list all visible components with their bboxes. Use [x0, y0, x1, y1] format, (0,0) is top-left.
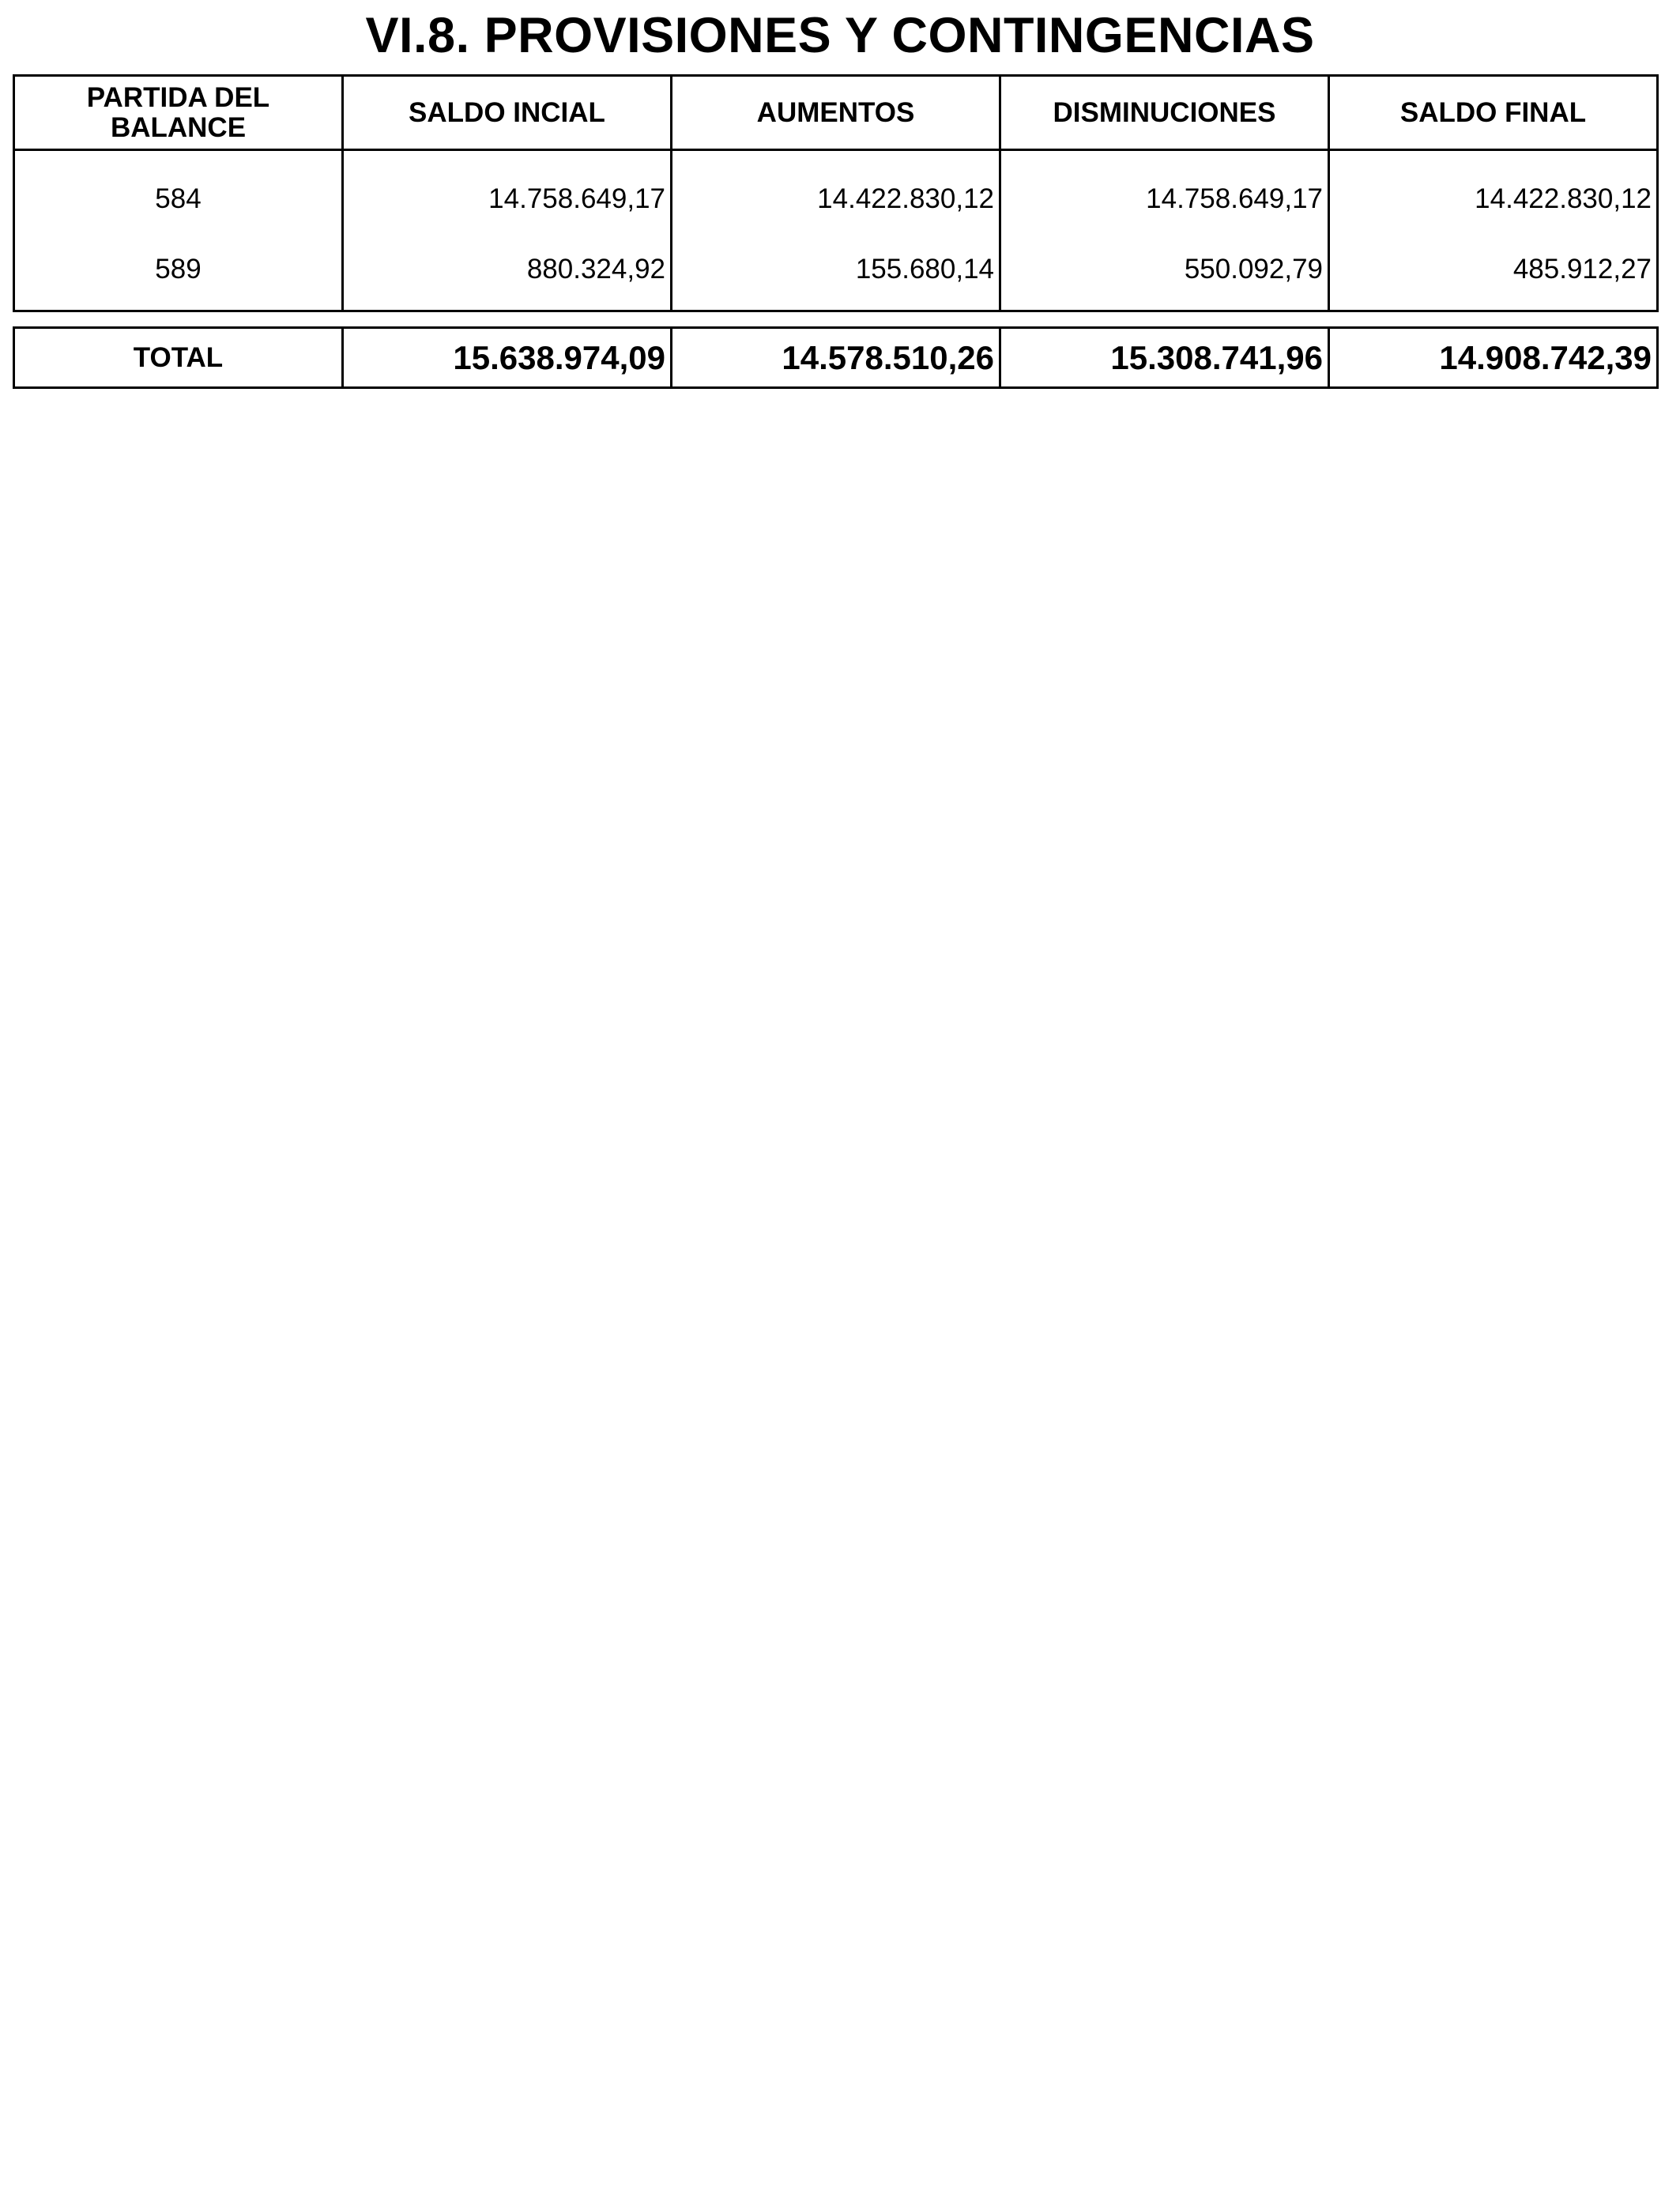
header-partida	[14, 76, 343, 150]
total-row	[14, 328, 1658, 388]
cell-disminuciones: 14.758.649,17	[1000, 150, 1329, 240]
total-saldo-final: 14.908.742,39	[1329, 328, 1658, 388]
cell-saldo-final: 485.912,27	[1329, 240, 1658, 311]
header-partida-line1: PARTIDA DEL	[86, 81, 270, 113]
header-aumentos: AUMENTOS	[672, 76, 1000, 150]
cell-aumentos: 155.680,14	[672, 240, 1000, 311]
total-disminuciones: 15.308.741,96	[1000, 328, 1329, 388]
cell-partida: 584	[14, 150, 343, 240]
total-saldo-inicial: 15.638.974,09	[343, 328, 672, 388]
header-disminuciones: DISMINUCIONES	[1000, 76, 1329, 150]
total-table	[13, 326, 1659, 389]
page-title: VI.8. PROVISIONES Y CONTINGENCIAS	[365, 8, 1315, 63]
total-label: TOTAL	[14, 328, 343, 388]
provisions-table	[13, 74, 1659, 312]
cell-partida: 589	[14, 240, 343, 311]
cell-aumentos: 14.422.830,12	[672, 150, 1000, 240]
header-saldo-final: SALDO FINAL	[1329, 76, 1658, 150]
table-row	[14, 240, 1658, 311]
cell-disminuciones: 550.092,79	[1000, 240, 1329, 311]
table-header-row	[14, 76, 1658, 150]
cell-saldo-inicial: 880.324,92	[343, 240, 672, 311]
table-row	[14, 150, 1658, 240]
header-partida-line2: BALANCE	[110, 111, 247, 143]
cell-saldo-final: 14.422.830,12	[1329, 150, 1658, 240]
total-aumentos: 14.578.510,26	[672, 328, 1000, 388]
header-saldo-inicial: SALDO INCIAL	[343, 76, 672, 150]
cell-saldo-inicial: 14.758.649,17	[343, 150, 672, 240]
